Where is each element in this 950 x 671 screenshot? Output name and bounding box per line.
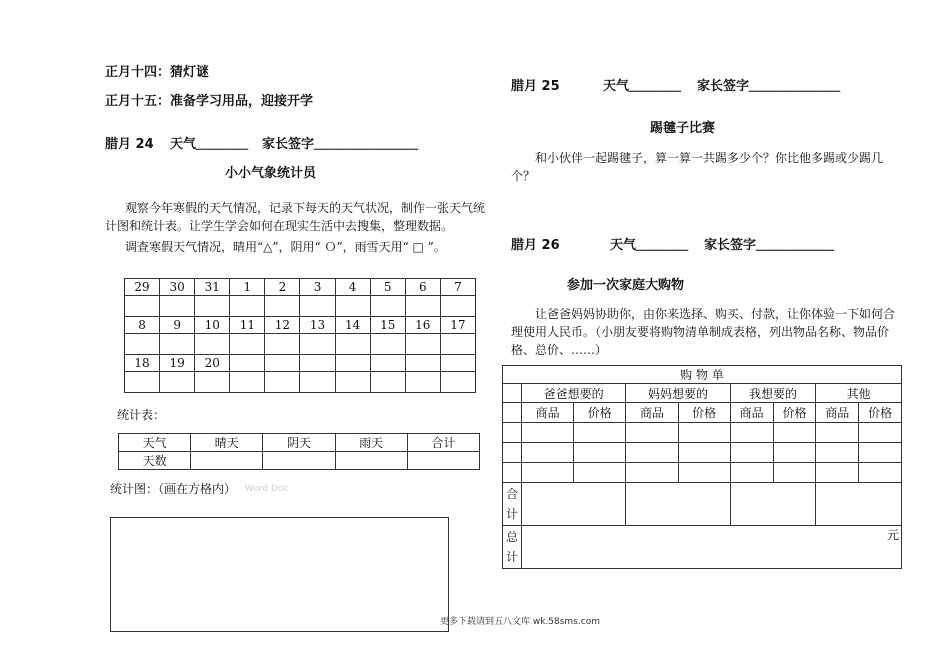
subtotal-cell[interactable] (626, 483, 730, 526)
day26-parent-sign: 家长签字＿＿＿＿＿＿ (704, 238, 835, 253)
calendar-weather-cell[interactable] (195, 372, 230, 393)
calendar-date-cell (335, 355, 370, 372)
shopping-entry-cell[interactable] (730, 423, 773, 443)
day25-parent-sign: 家长签字＿＿＿＿＿＿＿ (697, 79, 841, 94)
day24-parent-sign: 家长签字＿＿＿＿＿＿＿＿ (262, 137, 419, 152)
calendar-date-cell: 5 (370, 279, 405, 296)
stat-cell[interactable] (407, 452, 479, 470)
calendar-date-cell (440, 355, 475, 372)
weather-stat-table (118, 433, 480, 470)
calendar-date-cell (230, 355, 265, 372)
calendar-date-cell: 31 (195, 279, 230, 296)
shopping-entry-cell[interactable] (730, 463, 773, 483)
stat-header-cloudy: 阴天 (263, 434, 335, 452)
calendar-weather-cell[interactable] (300, 334, 335, 355)
schedule-line-14: 正月十四：猜灯谜 (105, 65, 210, 80)
group-other: 其他 (816, 384, 902, 403)
calendar-date-cell: 16 (405, 317, 440, 334)
shuttlecock-title: 踢毽子比赛 (650, 121, 716, 136)
calendar-weather-cell[interactable] (195, 334, 230, 355)
calendar-date-cell: 14 (335, 317, 370, 334)
subhead-price: 价格 (678, 403, 730, 423)
calendar-date-cell: 8 (125, 317, 160, 334)
calendar-weather-cell[interactable] (370, 296, 405, 317)
shopping-entry-cell[interactable] (678, 463, 730, 483)
stat-table-label: 统计表： (117, 408, 166, 422)
calendar-weather-cell[interactable] (265, 372, 300, 393)
shopping-entry-cell[interactable] (816, 463, 859, 483)
subhead-item: 商品 (522, 403, 574, 423)
chart-drawing-box[interactable] (110, 517, 449, 632)
stat-header-rainy: 雨天 (335, 434, 407, 452)
day24-weather: 天气＿＿＿＿ (170, 137, 249, 152)
calendar-date-cell: 11 (230, 317, 265, 334)
shopping-list-title: 购 物 单 (503, 366, 902, 384)
calendar-weather-cell[interactable] (405, 296, 440, 317)
calendar-weather-cell[interactable] (370, 334, 405, 355)
shopping-entry-cell[interactable] (678, 423, 730, 443)
calendar-date-cell: 30 (160, 279, 195, 296)
calendar-date-cell: 6 (405, 279, 440, 296)
shopping-entry-cell[interactable] (678, 443, 730, 463)
shopping-entry-cell[interactable] (816, 423, 859, 443)
calendar-weather-cell[interactable] (440, 334, 475, 355)
day25-weather: 天气＿＿＿＿ (603, 79, 682, 94)
calendar-date-cell (405, 355, 440, 372)
shopping-entry-cell[interactable] (522, 443, 574, 463)
group-mom: 妈妈想要的 (626, 384, 730, 403)
calendar-weather-cell[interactable] (335, 372, 370, 393)
shopping-row-label-cell (503, 463, 522, 483)
shopping-entry-cell[interactable] (859, 423, 902, 443)
calendar-date-cell: 7 (440, 279, 475, 296)
stat-cell[interactable] (335, 452, 407, 470)
group-me: 我想要的 (730, 384, 816, 403)
calendar-weather-cell[interactable] (370, 372, 405, 393)
calendar-date-cell: 12 (265, 317, 300, 334)
weather-symbols-note: 调查寒假天气情况，晴用“△”，阴用“ Ｏ”，雨雪天用“ □ ”。 (125, 240, 446, 254)
shopping-entry-cell[interactable] (574, 443, 626, 463)
shopping-entry-cell[interactable] (522, 463, 574, 483)
calendar-date-cell: 3 (300, 279, 335, 296)
subhead-item: 商品 (626, 403, 678, 423)
subtotal-cell[interactable] (730, 483, 816, 526)
calendar-weather-cell[interactable] (300, 296, 335, 317)
calendar-date-cell: 9 (160, 317, 195, 334)
shuttlecock-instructions: 和小伙伴一起踢毽子，算一算一共踢多少个？你比他多踢或少踢几个？ (511, 151, 884, 183)
total-label: 总 计 (503, 526, 522, 569)
calendar-weather-cell[interactable] (230, 372, 265, 393)
day24-date: 腊月 24 (105, 137, 154, 152)
calendar-weather-cell[interactable] (160, 296, 195, 317)
yuan-unit: 元 (886, 528, 899, 542)
chart-label: 统计图：（画在方格内） (110, 482, 237, 496)
calendar-weather-cell[interactable] (405, 372, 440, 393)
stat-header-sunny: 晴天 (191, 434, 263, 452)
calendar-date-cell: 20 (195, 355, 230, 372)
calendar-weather-cell[interactable] (160, 334, 195, 355)
shopping-entry-cell[interactable] (522, 423, 574, 443)
calendar-date-cell (265, 355, 300, 372)
calendar-weather-cell[interactable] (195, 296, 230, 317)
schedule-line-15: 正月十五：准备学习用品，迎接开学 (105, 94, 314, 109)
calendar-weather-cell[interactable] (160, 372, 195, 393)
chart-watermark: Word Doc (245, 484, 289, 494)
shopping-entry-cell[interactable] (626, 463, 678, 483)
shopping-entry-cell[interactable] (773, 423, 816, 443)
calendar-date-cell: 4 (335, 279, 370, 296)
shopping-entry-cell[interactable] (859, 463, 902, 483)
calendar-date-cell: 15 (370, 317, 405, 334)
calendar-weather-cell[interactable] (125, 334, 160, 355)
stat-cell[interactable] (263, 452, 335, 470)
calendar-weather-cell[interactable] (230, 296, 265, 317)
shopping-row-label-cell (503, 443, 522, 463)
calendar-weather-cell[interactable] (265, 296, 300, 317)
calendar-date-cell: 29 (125, 279, 160, 296)
shopping-entry-cell[interactable] (574, 463, 626, 483)
subtotal-label: 合 计 (503, 483, 522, 526)
stat-cell[interactable] (191, 452, 263, 470)
weather-instructions: 观察今年寒假的天气情况，记录下每天的天气状况，制作一张天气统计图和统计表。让学生学会如何在现实生活中去搜集，整理数据。 (105, 201, 486, 233)
subtotal-cell[interactable] (816, 483, 902, 526)
shopping-row-label-cell (503, 423, 522, 443)
calendar-weather-cell[interactable] (300, 372, 335, 393)
total-cell[interactable] (522, 526, 902, 569)
shopping-list-table (502, 365, 902, 569)
stat-header-weather: 天气 (119, 434, 191, 452)
calendar-date-cell: 17 (440, 317, 475, 334)
calendar-date-cell: 19 (160, 355, 195, 372)
footer-download-link[interactable]: 更多下载请到五八文库 wk.58sms.com (440, 617, 600, 627)
group-dad: 爸爸想要的 (522, 384, 626, 403)
calendar-weather-cell[interactable] (335, 296, 370, 317)
calendar-date-cell: 2 (265, 279, 300, 296)
calendar-weather-cell[interactable] (230, 334, 265, 355)
calendar-date-cell: 1 (230, 279, 265, 296)
subhead-item: 商品 (816, 403, 859, 423)
weather-calendar (124, 278, 476, 393)
day25-date: 腊月 25 (511, 79, 560, 94)
shopping-entry-cell[interactable] (626, 423, 678, 443)
calendar-weather-cell[interactable] (125, 296, 160, 317)
subtotal-cell[interactable] (522, 483, 626, 526)
calendar-weather-cell[interactable] (440, 372, 475, 393)
calendar-date-cell (370, 355, 405, 372)
shopping-entry-cell[interactable] (626, 443, 678, 463)
day26-weather: 天气＿＿＿＿ (610, 238, 689, 253)
shopping-entry-cell[interactable] (730, 443, 773, 463)
shopping-title: 参加一次家庭大购物 (567, 278, 685, 293)
calendar-weather-cell[interactable] (265, 334, 300, 355)
shopping-entry-cell[interactable] (574, 423, 626, 443)
calendar-date-cell: 10 (195, 317, 230, 334)
calendar-date-cell (300, 355, 335, 372)
calendar-weather-cell[interactable] (125, 372, 160, 393)
stat-header-total: 合计 (407, 434, 479, 452)
calendar-weather-cell[interactable] (405, 334, 440, 355)
subhead-item: 商品 (730, 403, 773, 423)
calendar-date-cell: 18 (125, 355, 160, 372)
subhead-price: 价格 (859, 403, 902, 423)
stat-row-days: 天数 (119, 452, 191, 470)
calendar-weather-cell[interactable] (440, 296, 475, 317)
subhead-price: 价格 (574, 403, 626, 423)
shopping-entry-cell[interactable] (816, 443, 859, 463)
subhead-price: 价格 (773, 403, 816, 423)
day26-date: 腊月 26 (511, 238, 560, 253)
shopping-instructions: 让爸爸妈妈协助你，由你来选择、购买、付款，让你体验一下如何合理使用人民币。（小朋友要将购物清单制成表格，列出物品名称、物品价格、总价、……） (511, 307, 896, 357)
calendar-weather-cell[interactable] (335, 334, 370, 355)
shopping-entry-cell[interactable] (773, 463, 816, 483)
weather-section-title: 小小气象统计员 (225, 166, 317, 181)
shopping-entry-cell[interactable] (859, 443, 902, 463)
calendar-date-cell: 13 (300, 317, 335, 334)
shopping-entry-cell[interactable] (773, 443, 816, 463)
